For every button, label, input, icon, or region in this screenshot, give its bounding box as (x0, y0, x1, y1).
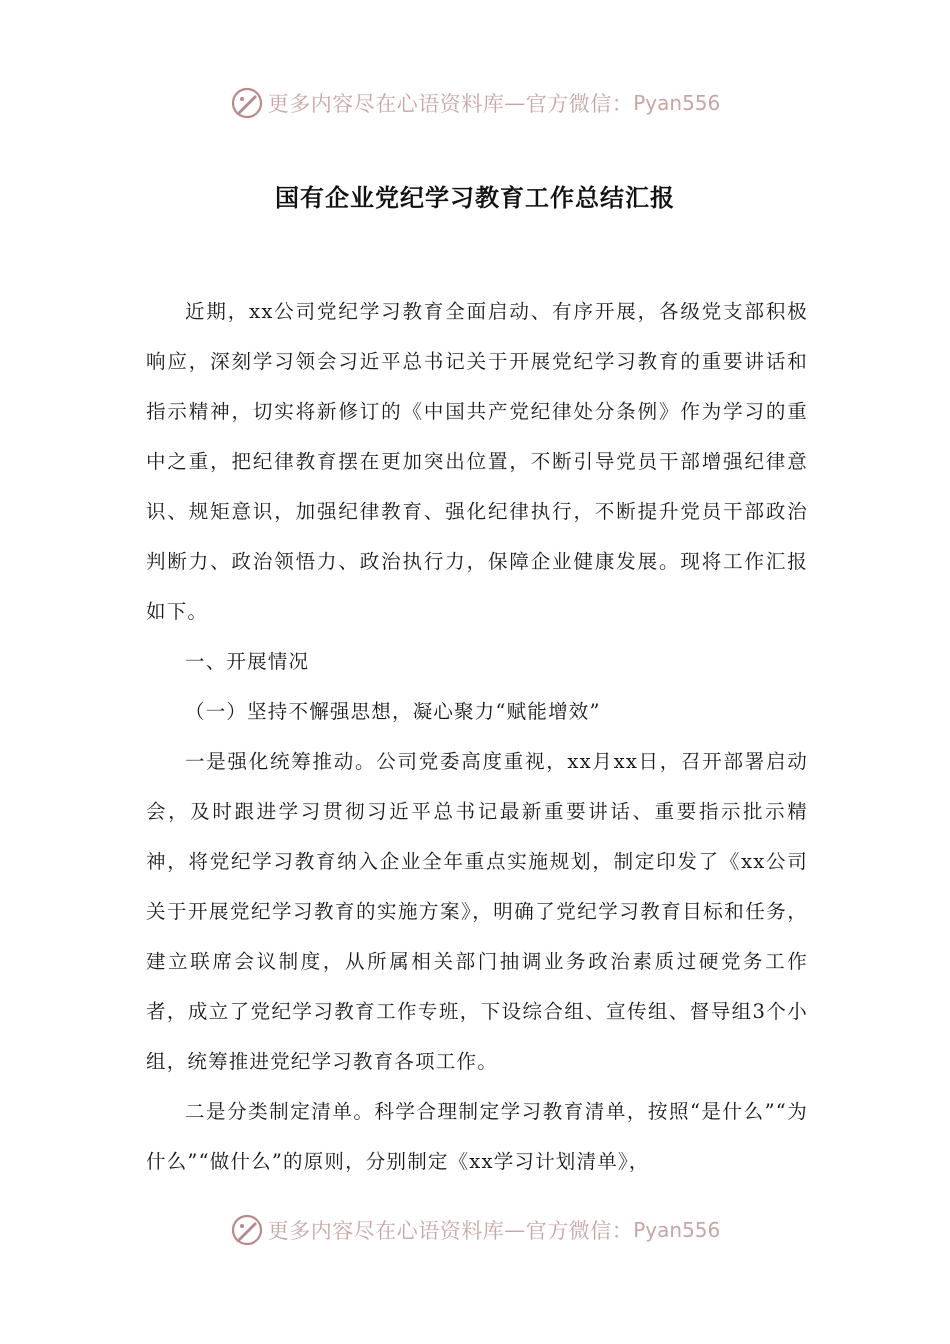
watermark-banner-bottom (0, 1210, 950, 1250)
watermark-wechat-id: Pyan556 (633, 1218, 721, 1242)
watermark-dash: — (504, 1218, 526, 1242)
watermark-site-text: 更多内容尽在心语资料库 (267, 92, 505, 116)
pen-logo-icon (230, 1213, 264, 1247)
paragraph-intro: 近期，xx公司党纪学习教育全面启动、有序开展，各级党支部积极响应，深刻学习领会习近平总书记关于开展党纪学习教育的重要讲话和指示精神，切实将新修订的《中国共产党纪律处分条例》作为学习的重中之重，把纪律教育摆在更加突出位置，不断引导党员干部增强纪律意识、规矩意识，加强纪律教育、强化纪律执行，不断提升党员干部政治判断力、政治领悟力、政治执行力，保障企业健康发展。现将工作汇报如下。 (146, 300, 808, 623)
watermark-contact-text: 官方微信： (525, 92, 634, 116)
document-title: 国有企业党纪学习教育工作总结汇报 (275, 184, 675, 212)
watermark-site-text: 更多内容尽在心语资料库 (267, 1219, 505, 1243)
subsection-heading: （一）坚持不懈强思想，凝心聚力“赋能增效” (185, 700, 601, 723)
paragraph-point-one: 一是强化统筹推动。公司党委高度重视，xx月xx日，召开部署启动会，及时跟进学习贯彻习近平总书记最新重要讲话、重要指示批示精神，将党纪学习教育纳入企业全年重点实施规划，制定印发了《xx公司关于开展党纪学习教育的实施方案》，明确了党纪学习教育目标和任务，建立联席会议制度，从所属相关部门抽调业务政治素质过硬党务工作者，成立了党纪学习教育工作专班，下设综合组、宣传组、督导组3个小组，统筹推进党纪学习教育各项工作。 (146, 750, 808, 1073)
document-body (146, 287, 808, 1187)
watermark-dash: — (504, 91, 526, 115)
section-heading: 一、开展情况 (185, 650, 310, 673)
watermark-banner-top (0, 83, 950, 123)
pen-logo-icon (230, 86, 264, 120)
paragraph-point-two: 二是分类制定清单。科学合理制定学习教育清单，按照“是什么”“为什么”“做什么”的原则，分别制定《xx学习计划清单》， (146, 1100, 808, 1173)
watermark-contact-text: 官方微信： (525, 1219, 634, 1243)
watermark-wechat-id: Pyan556 (633, 91, 721, 115)
